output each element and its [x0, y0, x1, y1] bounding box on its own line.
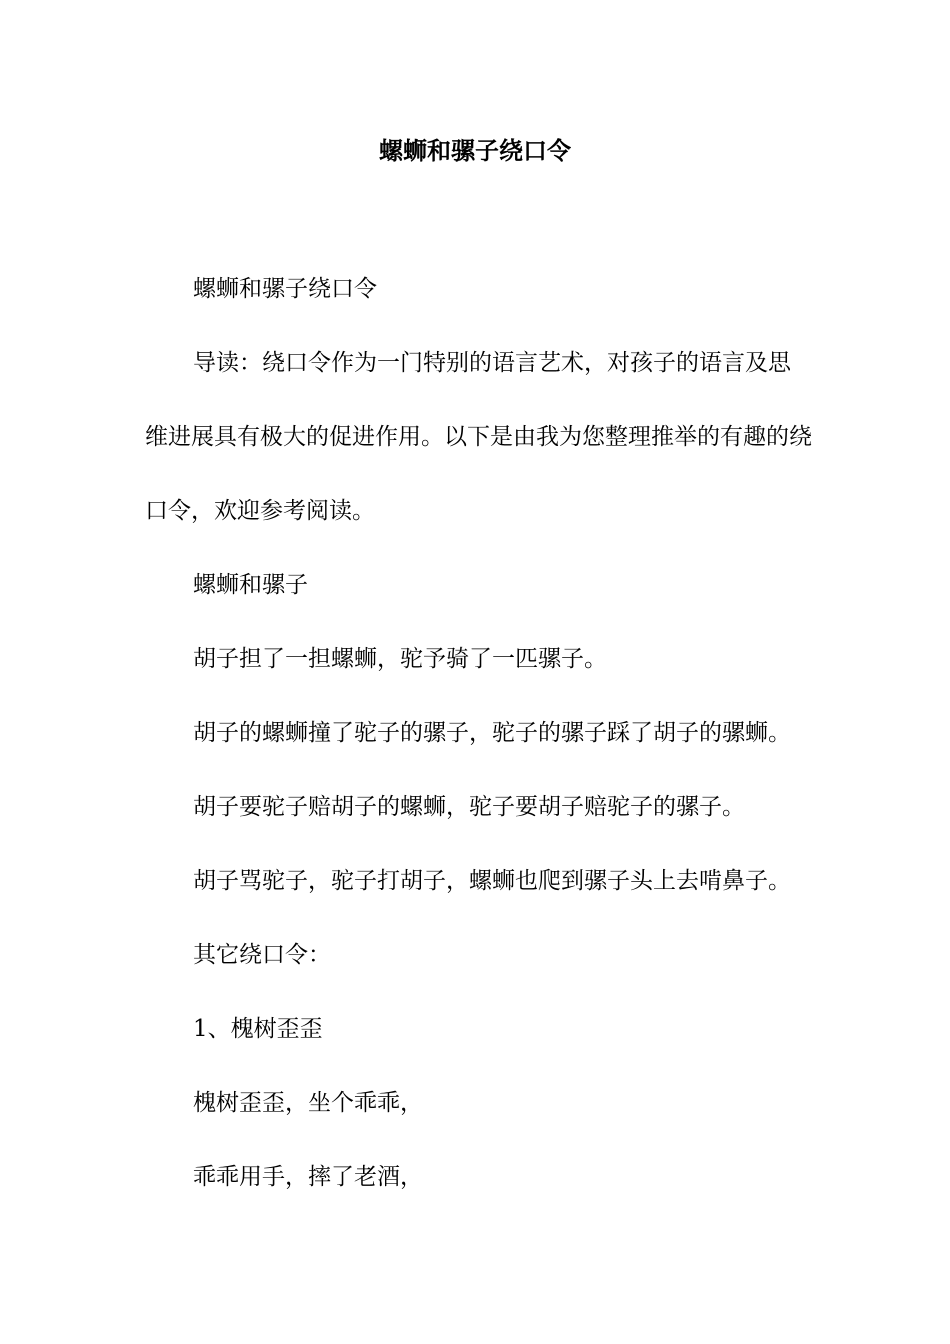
verse-line: 胡子要驼子赔胡子的螺蛳，驼子要胡子赔驼子的骡子。 [193, 794, 745, 820]
subtitle-paragraph: 螺蛳和骡子绕口令 [193, 276, 377, 302]
verse-line: 胡子担了一担螺蛳，驼予骑了一匹骡子。 [193, 646, 607, 672]
document-title: 螺蛳和骡子绕口令 [379, 136, 571, 165]
verse-line: 胡子骂驼子，驼子打胡子，螺蛳也爬到骡子头上去啃鼻子。 [193, 868, 791, 894]
verse-line: 乖乖用手，摔了老酒， [193, 1164, 423, 1190]
item-heading: 1、槐树歪歪 [193, 1016, 323, 1042]
verse-line: 胡子的螺蛳撞了驼子的骡子，驼子的骡子踩了胡子的骡蛳。 [193, 720, 791, 746]
document-body [145, 252, 813, 1214]
intro-paragraph: 导读：绕口令作为一门特别的语言艺术，对孩子的语言及思维进展具有极大的促进作用。以下是由我为您整理推举的有趣的绕口令，欢迎参考阅读。 [145, 350, 812, 524]
verse-line: 槐树歪歪，坐个乖乖， [193, 1090, 423, 1116]
section-heading: 其它绕口令： [193, 942, 331, 968]
section-heading: 螺蛳和骡子 [193, 572, 308, 598]
